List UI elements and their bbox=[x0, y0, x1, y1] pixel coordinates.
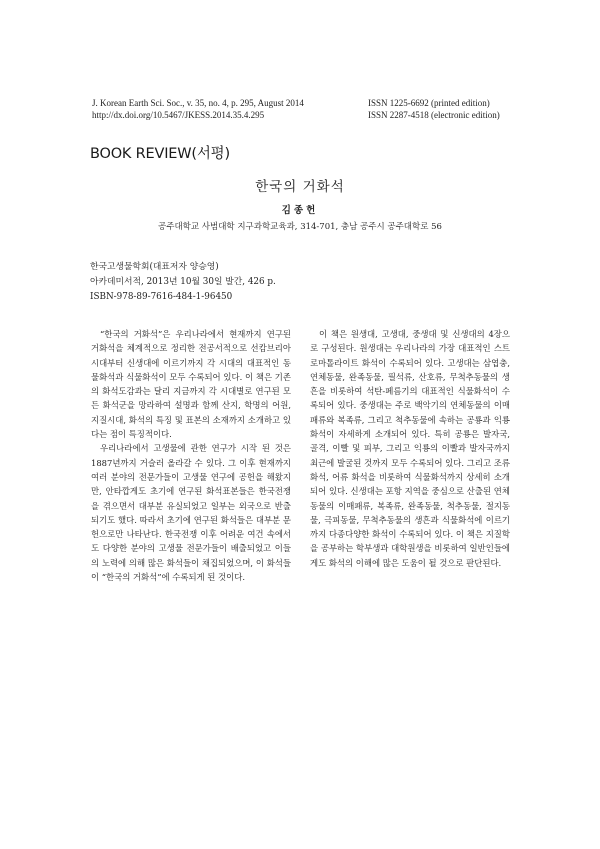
doi-link[interactable]: http://dx.doi.org/10.5467/JKESS.2014.35.4.295 bbox=[92, 110, 265, 120]
right-column bbox=[310, 327, 510, 570]
issn-block bbox=[368, 97, 508, 121]
author-name: 김종헌 bbox=[281, 205, 319, 216]
citation-block bbox=[92, 97, 304, 121]
article-title: 한국의 거화석 bbox=[255, 179, 345, 195]
issn-electronic: ISSN 2287-4518 (electronic edition) bbox=[368, 110, 500, 120]
paragraph: “한국의 거화석”은 우리나라에서 현재까지 연구된 거화석을 체계적으로 정리한 전공서적으로 선캄브리아 시대부터 신생대에 이르기까지 각 시대의 대표적인 동물화석과 식물화석이 모두 수록되어 있다. 이 책은 기존의 화석도감과는 달리 지금까지 각 시대별로 연구된 모든 화석군을 망라하여 설명과 함께 산지, 학명의 어원, 지질시대, 화석의 특징 및 표본의 소재까지 소개하고 있다는 점이 특징적이다. bbox=[91, 329, 291, 440]
author-affiliation: 공주대학교 사범대학 지구과학교육과, 314-701, 충남 공주시 공주대학로 56 bbox=[158, 222, 442, 232]
section-label: BOOK REVIEW(서평) bbox=[90, 146, 230, 162]
book-publication-details: 아카데미서적, 2013년 10월 30일 발간, 426 p. bbox=[90, 277, 276, 287]
paragraph: 이 책은 원생대, 고생대, 중생대 및 신생대의 4장으로 구성된다. 원생대는 우리나라의 가장 대표적인 스트로마톨라이트 화석이 수록되어 있다. 고생대는 삼엽충, 연체동물, 완족동물, 필석류, 산호류, 무척추동물의 생흔을 비롯하여 석탄-페름기의 대표적인 식물화석이 수록되어 있다. 중생대는 주로 백악기의 연체동물의 이매패류와 복족류, 그리고 척추동물에 속하는 공룡과 익룡 화석이 자세하게 소개되어 있다. 특히 공룡은 발자국, 골격, 이빨 및 피부, 그리고 익룡의 이빨과 발자국까지 최근에 발굴된 것까지 모두 수록되어 있다. 그리고 조류 화석, 어류 화석을 비롯하여 식물화석까지 상세히 소개되어 있다. 신생대는 포항 지역을 중심으로 산출된 연체동물의 이매패류, 복족류, 완족동물, 척추동물, 절지동물, 극피동물, 무척추동물의 생흔과 식물화석에 이르기까지 다종다양한 화석이 수록되어 있다. 이 책은 지질학을 공부하는 학부생과 대학원생을 비롯하여 일반인들에게도 화석의 이해에 많은 도움이 될 것으로 판단된다. bbox=[310, 329, 510, 568]
book-publisher-society: 한국고생물학회(대표저자 양승영) bbox=[90, 262, 219, 272]
book-isbn: ISBN-978-89-7616-484-1-96450 bbox=[90, 292, 233, 302]
left-column bbox=[91, 327, 291, 584]
book-info bbox=[90, 260, 276, 305]
paragraph: 우리나라에서 고생물에 관한 연구가 시작 된 것은 1887년까지 거슬러 올라갈 수 있다. 그 이후 현재까지 여러 분야의 전문가들이 고생물 연구에 공헌을 해왔지만, 안타깝게도 초기에 연구된 화석표본들은 한국전쟁을 겪으면서 대부분 유실되었고 일부는 외국으로 반출되기도 했다. 따라서 초기에 연구된 화석들은 대부분 문헌으로만 나타난다. 한국전쟁 이후 어려운 여건 속에서도 다양한 분야의 고생물 전문가들이 배출되었고 이들의 노력에 의해 많은 화석들이 채집되었으며, 이 화석들이 “한국의 거화석”에 수록되게 된 것이다. bbox=[91, 443, 291, 583]
journal-citation: J. Korean Earth Sci. Soc., v. 35, no. 4, p. 295, August 2014 bbox=[92, 98, 304, 108]
running-header bbox=[92, 97, 508, 121]
issn-print: ISSN 1225-6692 (printed edition) bbox=[368, 98, 490, 108]
